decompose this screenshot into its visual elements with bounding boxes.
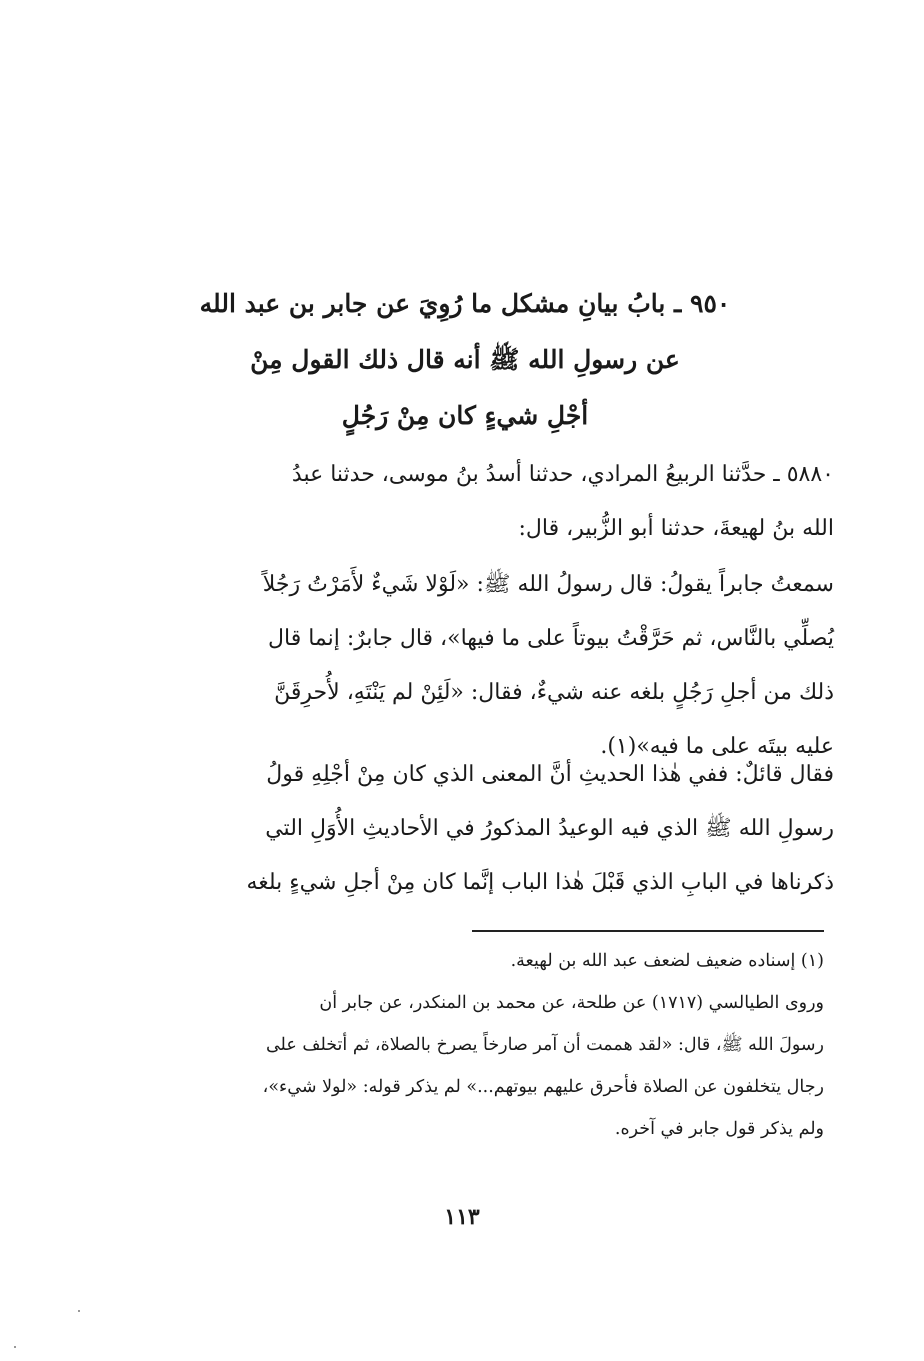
footnote-line: (١) إسناده ضعيف لضعف عبد الله بن لهيعة. xyxy=(510,951,824,971)
footnotes xyxy=(122,940,824,1150)
hadith-text-line: سمعتُ جابراً يقولُ: قال رسولُ الله ﷺ: «لَوْلا شَيءٌ لأَمَرْتُ رَجُلاً xyxy=(262,572,834,597)
commentary-paragraph xyxy=(122,748,834,910)
footnote-line: رجال يتخلفون عن الصلاة فأحرق عليهم بيوتهم...» لم يذكر قوله: «لولا شيء»، xyxy=(262,1077,824,1097)
chapter-heading-line: عن رسولِ الله ﷺ أنه قال ذلك القول مِنْ xyxy=(250,345,680,374)
hadith-text-line: ذلك من أجلِ رَجُلٍ بلغه عنه شيءٌ، فقال: «لَئِنْ لم يَنْتَهِ، لأُحرِقَنَّ xyxy=(274,680,834,705)
hadith-chain xyxy=(122,448,834,556)
footnote-line: وروى الطيالسي (١٧١٧) عن طلحة، عن محمد بن المنكدر، عن جابر أن xyxy=(319,993,824,1013)
commentary-line: رسولِ الله ﷺ الذي فيه الوعيدُ المذكورُ في الأحاديثِ الأُوَلِ التي xyxy=(265,816,834,841)
commentary-line: فقال قائلٌ: ففي هٰذا الحديثِ أنَّ المعنى الذي كان مِنْ أجْلِهِ قولُ xyxy=(266,762,834,787)
hadith-chain-line: ٥٨٨٠ ـ حدَّثنا الربيعُ المرادي، حدثنا أسدُ بنُ موسى، حدثنا عبدُ xyxy=(291,462,834,487)
scan-speck xyxy=(14,1346,16,1348)
hadith-text xyxy=(122,558,834,774)
scan-speck xyxy=(78,1310,80,1312)
footnote-line: ولم يذكر قول جابر في آخره. xyxy=(614,1119,824,1139)
commentary-line: ذكرناها في البابِ الذي قَبْلَ هٰذا الباب إنَّما كان مِنْ أجلِ شيءٍ بلغه xyxy=(246,870,834,895)
hadith-chain-line: الله بنُ لهيعةَ، حدثنا أبو الزُّبير، قال: xyxy=(518,516,834,541)
chapter-heading-line: ٩٥٠ ـ بابُ بيانِ مشكل ما رُوِيَ عن جابر بن عبد الله xyxy=(199,289,731,318)
chapter-heading xyxy=(150,276,780,444)
hadith-text-line: عليه بيتَه على ما فيه»(١). xyxy=(600,734,834,759)
hadith-text-line: يُصلِّي بالنَّاس، ثم حَرَّقْتُ بيوتاً على ما فيها»، قال جابرٌ: إنما قال xyxy=(268,626,834,651)
footnote-separator xyxy=(472,930,824,932)
chapter-heading-line: أجْلِ شيءٍ كان مِنْ رَجُلٍ xyxy=(341,401,589,430)
footnote-line: رسولَ الله ﷺ، قال: «لقد هممت أن آمر صارخاً يصرخ بالصلاة، ثم أتخلف على xyxy=(265,1035,824,1055)
page-number: ١١٣ xyxy=(444,1204,480,1230)
